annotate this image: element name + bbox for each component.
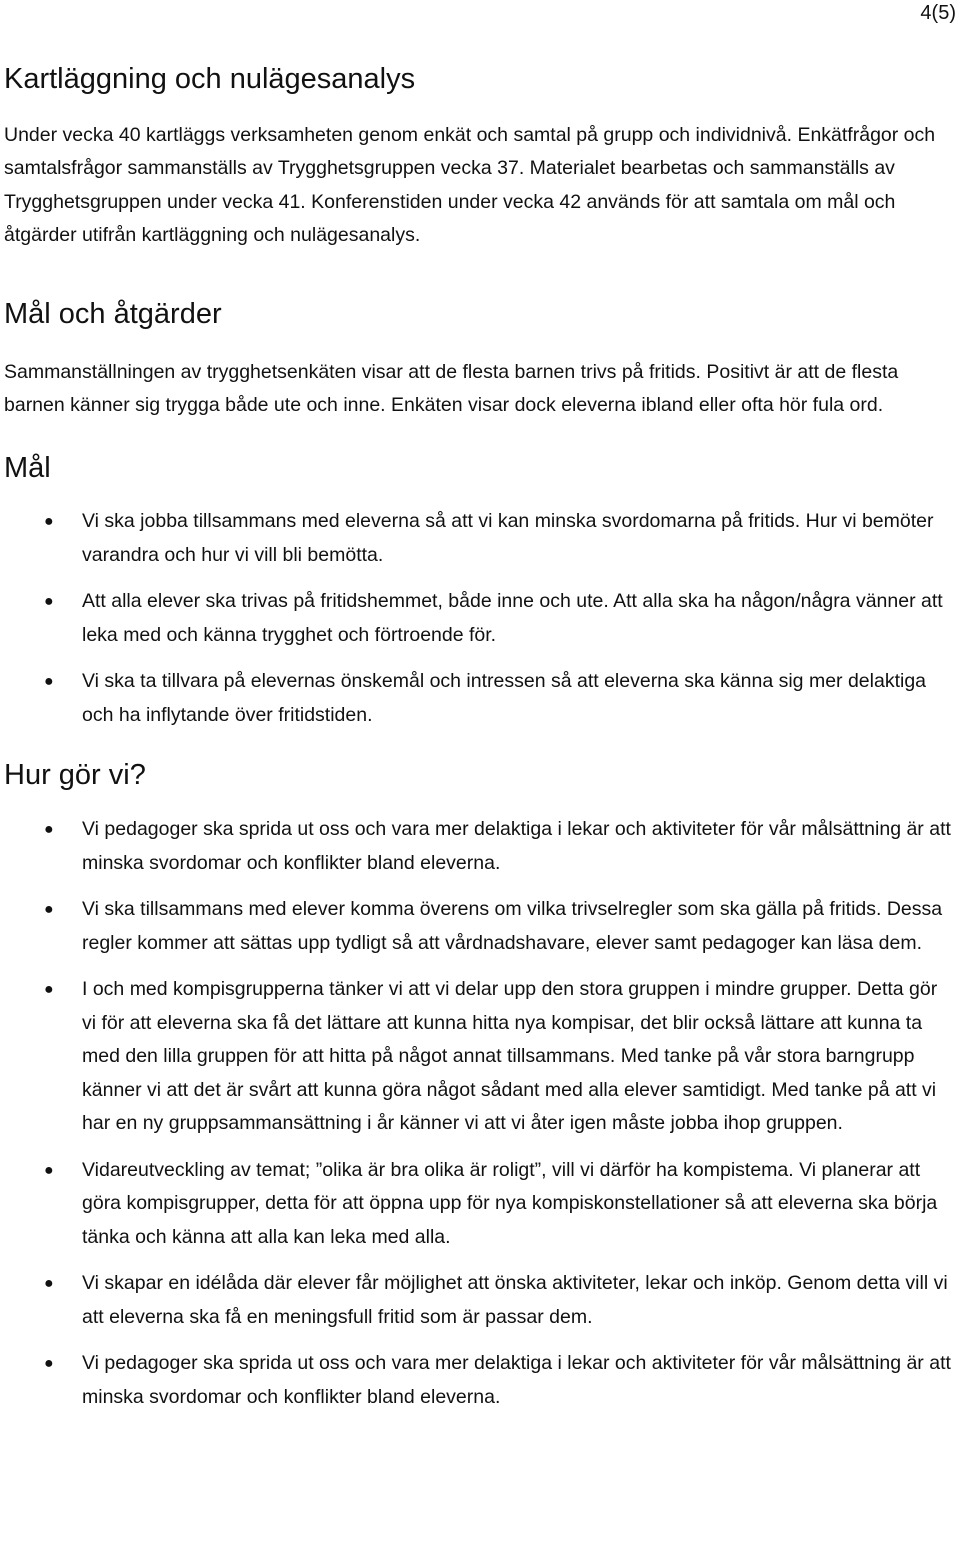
- list-item-text: Vi ska jobba tillsammans med eleverna så att vi kan minska svordomarna på fritids. Hur vi bemöter varandra och hur vi vill bli bemötta.: [82, 510, 934, 566]
- bullet-icon: ●: [44, 1275, 54, 1293]
- list-item: [4, 813, 954, 880]
- list-item-text: Vi pedagoger ska sprida ut oss och vara mer delaktiga i lekar och aktiviteter för vår målsättning är att minska svordomar och konflikter bland eleverna.: [82, 818, 951, 874]
- list-item-text: Vi ska ta tillvara på elevernas önskemål och intressen så att eleverna ska känna sig mer delaktiga och ha inflytande över fritidstiden.: [82, 670, 927, 726]
- bullet-icon: ●: [44, 593, 54, 611]
- list-item-text: Vi skapar en idélåda där elever får möjlighet att önska aktiviteter, lekar och inköp. Genom detta vill vi att eleverna ska få en meningsfull fritid som är passar dem.: [82, 1272, 948, 1328]
- list-item: [4, 585, 954, 652]
- list-item-text: Vi ska tillsammans med elever komma överens om vilka trivselregler som ska gälla på fritids. Dessa regler kommer att sättas upp tydligt så att vårdnadshavare, elever samt pedagoger kan läsa dem.: [82, 898, 943, 954]
- bullet-icon: ●: [44, 981, 54, 999]
- bullet-icon: ●: [44, 821, 54, 839]
- heading-mal: Mål: [4, 451, 51, 484]
- list-item-text: Att alla elever ska trivas på fritidshemmet, både inne och ute. Att alla ska ha någon/några vänner att leka med och känna trygghet och förtroende för.: [82, 590, 943, 646]
- list-item: [4, 973, 954, 1141]
- bullet-icon: ●: [44, 901, 54, 919]
- bullet-icon: ●: [44, 513, 54, 531]
- heading-hur-gor-vi: Hur gör vi?: [4, 759, 146, 792]
- heading-mal-och-atgarder: Mål och åtgärder: [4, 297, 222, 330]
- bullet-icon: ●: [44, 1161, 54, 1179]
- bullet-icon: ●: [44, 673, 54, 691]
- list-mal: [4, 505, 954, 732]
- list-item: [4, 505, 954, 572]
- paragraph-mal-och-atgarder: Sammanställningen av trygghetsenkäten visar att de flesta barnen trivs på fritids. Positivt är att de flesta barnen känner sig trygga både ute och inne. Enkäten visar dock eleverna ibland eller ofta hör fula ord.: [4, 360, 899, 417]
- list-item-text: I och med kompisgrupperna tänker vi att vi delar upp den stora gruppen i mindre grupper. Detta gör vi för att eleverna ska få det lättare att kunna hitta nya kompisar, det blir också lättare att kunna ta med den lilla gruppen för att hitta på något annat tillsammans. Med tanke på vår stora barngrupp känner vi att det är svårt att kunna göra något sådant med alla elever samtidigt. Med tanke på att vi har en ny gruppsammansättning i år känner vi att vi åter igen måste jobba ihop gruppen.: [82, 978, 938, 1135]
- list-item: [4, 1347, 954, 1414]
- page-number: 4(5): [920, 2, 956, 24]
- list-item: [4, 893, 954, 960]
- list-item: [4, 665, 954, 732]
- list-item-text: Vi pedagoger ska sprida ut oss och vara mer delaktiga i lekar och aktiviteter för vår målsättning är att minska svordomar och konflikter bland eleverna.: [82, 1352, 951, 1408]
- heading-kartlaggning: Kartläggning och nulägesanalys: [4, 63, 416, 95]
- list-hur-gor-vi: [4, 813, 954, 1414]
- list-item: [4, 1267, 954, 1334]
- list-item: [4, 1154, 954, 1255]
- paragraph-kartlaggning: Under vecka 40 kartläggs verksamheten genom enkät och samtal på grupp och individnivå. Enkätfrågor och samtalsfrågor sammanställs av Trygghetsgruppen vecka 37. Materialet bearbetas och sammanställs av Trygghetsgruppen under vecka 41. Konferenstiden under vecka 42 används för att samtala om mål och åtgärder utifrån kartläggning och nulägesanalys.: [4, 123, 936, 247]
- document-content: [4, 62, 954, 1427]
- bullet-icon: ●: [44, 1355, 54, 1373]
- list-item-text: Vidareutveckling av temat; ”olika är bra olika är roligt”, vill vi därför ha kompistema. Vi planerar att göra kompisgrupper, detta för att öppna upp för nya kompiskonstellationer så att eleverna ska börja tänka och känna att alla kan leka med alla.: [82, 1158, 938, 1248]
